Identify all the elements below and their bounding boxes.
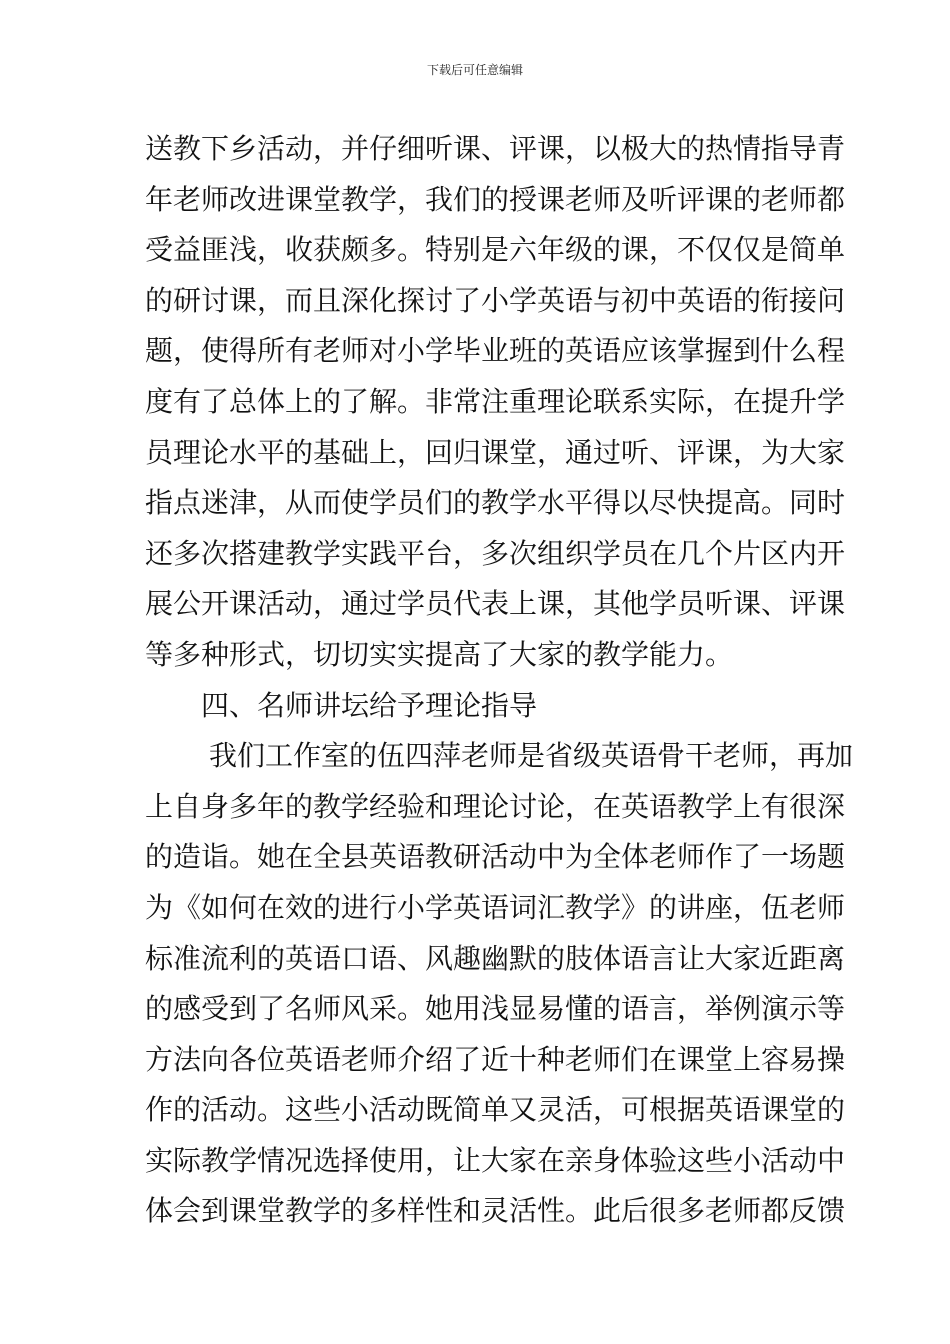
page-header: 下载后可任意编辑 (426, 63, 523, 77)
text-line: 为《如何在效的进行小学英语词汇教学》的讲座，伍老师 (145, 890, 846, 924)
text-line: 还多次搭建教学实践平台，多次组织学员在几个片区内开 (145, 536, 846, 570)
text-line: 题，使得所有老师对小学毕业班的英语应该掌握到什么程 (145, 334, 846, 368)
body-text (145, 124, 854, 1237)
text-line: 展公开课活动，通过学员代表上课，其他学员听课、评课 (145, 587, 846, 621)
text-line: 标准流利的英语口语、风趣幽默的肢体语言让大家近距离 (145, 941, 846, 975)
text-line: 的造诣。她在全县英语教研活动中为全体老师作了一场题 (145, 840, 846, 874)
text-line: 实际教学情况选择使用，让大家在亲身体验这些小活动中 (145, 1143, 846, 1177)
text-line: 等多种形式，切切实实提高了大家的教学能力。 (145, 637, 734, 671)
text-line: 指点迷津，从而使学员们的教学水平得以尽快提高。同时 (145, 486, 846, 520)
text-line: 员理论水平的基础上，回归课堂，通过听、评课，为大家 (145, 435, 846, 469)
text-line: 体会到课堂教学的多样性和灵活性。此后很多老师都反馈 (145, 1194, 846, 1228)
text-line: 的感受到了名师风采。她用浅显易懂的语言，举例演示等 (145, 992, 846, 1026)
text-line: 上自身多年的教学经验和理论讨论，在英语教学上有很深 (145, 789, 846, 823)
text-line: 度有了总体上的了解。非常注重理论联系实际，在提升学 (145, 384, 846, 418)
text-line: 送教下乡活动，并仔细听课、评课，以极大的热情指导青 (145, 132, 846, 165)
text-line: 我们工作室的伍四萍老师是省级英语骨干老师，再加 (209, 739, 854, 773)
text-line: 的研讨课，而且深化探讨了小学英语与初中英语的衔接问 (145, 283, 846, 317)
paragraph-1 (145, 124, 846, 681)
text-line: 作的活动。这些小活动既简单又灵活，可根据英语课堂的 (145, 1093, 846, 1127)
heading-line: 四、名师讲坛给予理论指导 (201, 688, 538, 722)
paragraph-2 (145, 731, 854, 1237)
text-line: 受益匪浅，收获颇多。特别是六年级的课，不仅仅是简单 (145, 233, 846, 267)
section-heading (145, 681, 815, 732)
text-line: 年老师改进课堂教学，我们的授课老师及听评课的老师都 (145, 182, 846, 216)
text-line: 方法向各位英语老师介绍了近十种老师们在课堂上容易操 (145, 1042, 846, 1076)
